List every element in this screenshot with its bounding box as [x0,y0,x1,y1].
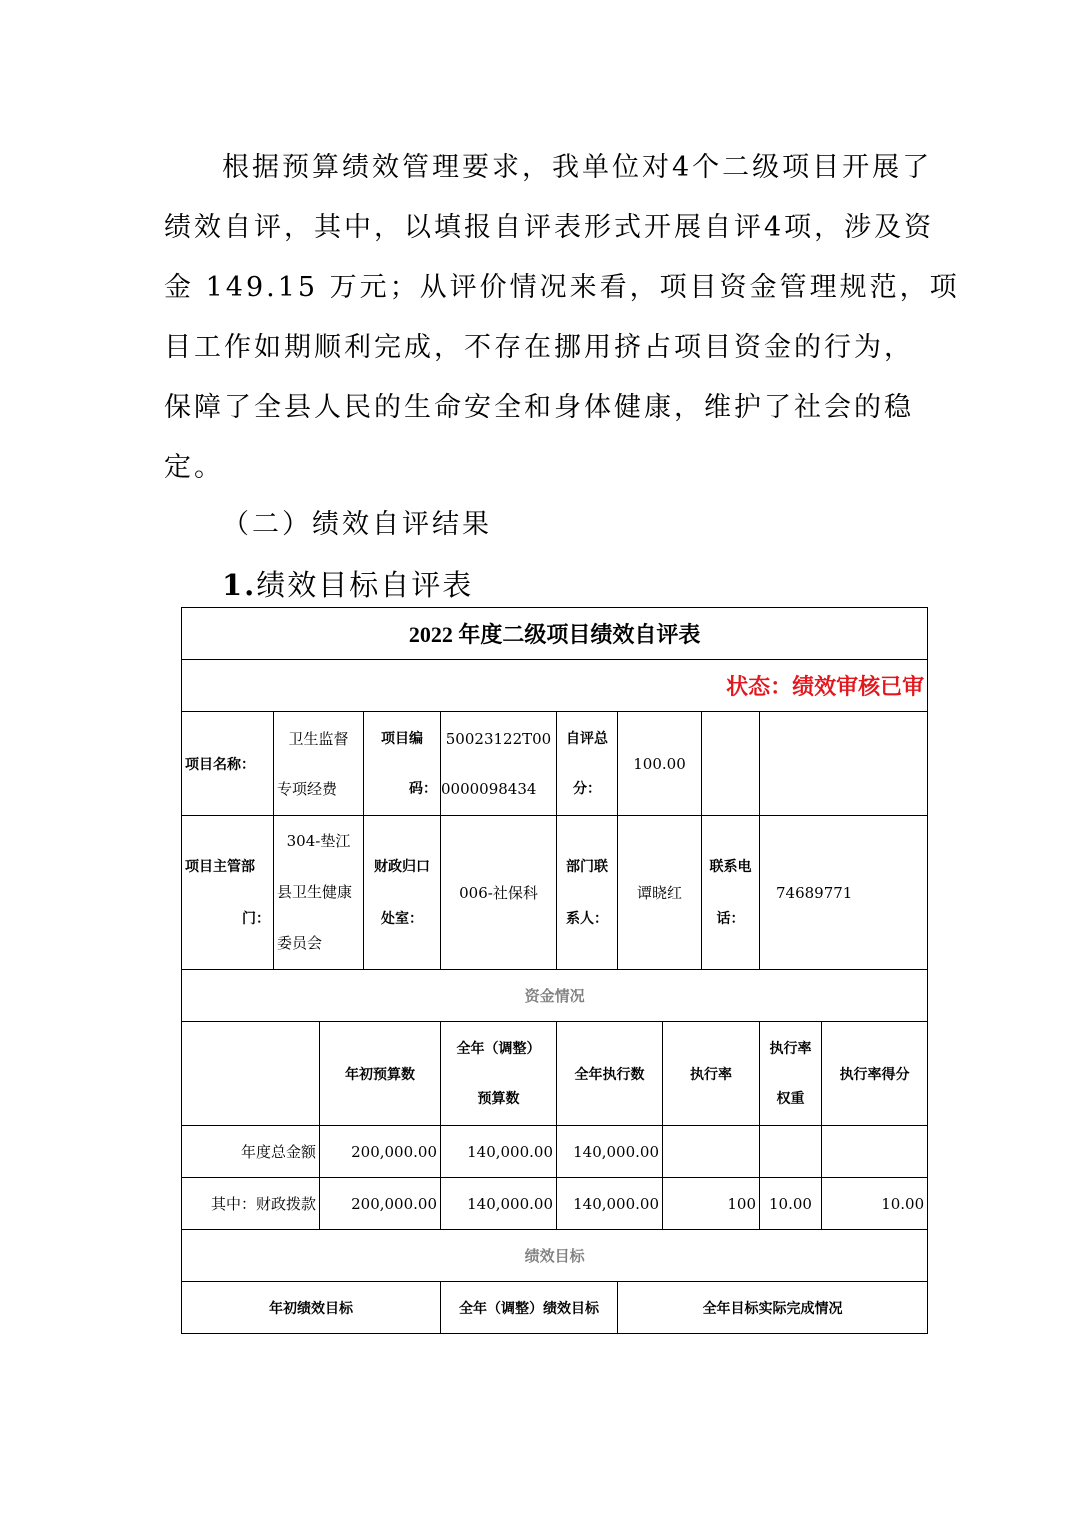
para-line-5: 保障了全县人民的生命安全和身体健康，维护了社会的稳 [164,392,914,423]
phone-label-line-2: 话： [716,910,745,927]
para-line-6: 定。 [164,452,224,483]
phone-value: 74689771 [760,816,928,970]
project-name-line-1: 卫生监督 [288,729,349,748]
empty-cell [702,712,760,816]
self-score-label-line-2: 分： [573,780,601,797]
dept-label [182,816,274,970]
self-score-value: 100.00 [618,712,702,816]
finance-office-label-line-2: 处室： [381,910,423,927]
para-line-1: 根据预算绩效管理要求，我单位对4个二级项目开展了 [222,152,933,183]
dept-value-line-2: 县卫生健康 [277,883,353,901]
project-code-label-line-2: 码： [409,780,437,797]
adjusted-budget-header-line-1: 全年（调整） [456,1040,541,1057]
finance-office-value: 006-社保科 [441,816,557,970]
para-line-4: 目工作如期顺利完成，不存在挪用挤占项目资金的行为， [164,332,914,363]
goals-section-header: 绩效目标 [182,1230,928,1282]
phone-label [702,816,760,970]
project-code-line-2: 0000098434 [441,779,537,798]
actual-completion-header: 全年目标实际完成情况 [618,1282,928,1334]
project-name-value [274,712,364,816]
funds-rate [663,1126,760,1178]
section-heading: （二）绩效自评结果 [222,509,492,540]
finance-office-label-line-1: 财政归口 [374,858,430,875]
table-row [182,1178,928,1230]
empty-cell [182,1022,320,1126]
dept-label-line-1: 项目主管部 [185,858,255,875]
empty-cell [760,712,928,816]
phone-label-line-1: 联系电 [709,858,752,875]
funds-adjusted: 140,000.00 [441,1126,557,1178]
funds-initial: 200,000.00 [320,1126,441,1178]
funds-rate: 100 [663,1178,760,1230]
funds-initial: 200,000.00 [320,1178,441,1230]
project-name-line-2: 专项经费 [277,779,338,798]
dept-label-line-2: 门： [242,910,270,927]
project-code-line-1: 50023122T00 [445,729,552,748]
evaluation-table [181,607,928,1334]
funds-executed: 140,000.00 [557,1126,663,1178]
execution-rate-header: 执行率 [663,1022,760,1126]
subsection-title: 绩效目标自评表 [256,568,474,602]
self-score-label-line-1: 自评总 [566,730,608,747]
adjusted-budget-header-line-2: 预算数 [477,1090,520,1107]
para-line-3: 金 149.15 万元；从评价情况来看，项目资金管理规范，项 [164,272,960,303]
funds-weight: 10.00 [760,1178,822,1230]
adjusted-budget-header [441,1022,557,1126]
executed-header: 全年执行数 [557,1022,663,1126]
contact-label-line-2: 系人： [566,910,608,927]
initial-budget-header: 年初预算数 [320,1022,441,1126]
para-line-2: 绩效自评，其中，以填报自评表形式开展自评4项，涉及资 [164,212,935,243]
status-badge: 状态：绩效审核已审 [182,660,928,712]
funds-weight [760,1126,822,1178]
dept-value-line-3: 委员会 [277,934,323,952]
contact-value: 谭晓红 [618,816,702,970]
rate-score-header: 执行率得分 [822,1022,928,1126]
project-code-label [364,712,441,816]
project-name-label: 项目名称： [182,712,274,816]
rate-weight-header-line-2: 权重 [776,1090,805,1107]
subsection-heading [222,560,473,610]
subsection-number: 1. [222,568,257,602]
dept-value [274,816,364,970]
funds-section-header: 资金情况 [182,970,928,1022]
adjusted-goals-header: 全年（调整）绩效目标 [441,1282,618,1334]
funds-score: 10.00 [822,1178,928,1230]
table-row [182,1126,928,1178]
contact-label-line-1: 部门联 [566,858,608,875]
project-code-value [441,712,557,816]
table-title: 2022 年度二级项目绩效自评表 [182,608,928,660]
funds-executed: 140,000.00 [557,1178,663,1230]
project-code-label-line-1: 项目编 [381,730,423,747]
rate-weight-header-line-1: 执行率 [769,1040,812,1057]
self-score-label [557,712,618,816]
intro-paragraph [164,138,960,498]
funds-row-label: 年度总金额 [182,1126,320,1178]
funds-score [822,1126,928,1178]
initial-goals-header: 年初绩效目标 [182,1282,441,1334]
funds-adjusted: 140,000.00 [441,1178,557,1230]
rate-weight-header [760,1022,822,1126]
funds-row-label: 其中：财政拨款 [182,1178,320,1230]
dept-value-line-1: 304-垫江 [286,832,351,850]
contact-label [557,816,618,970]
finance-office-label [364,816,441,970]
